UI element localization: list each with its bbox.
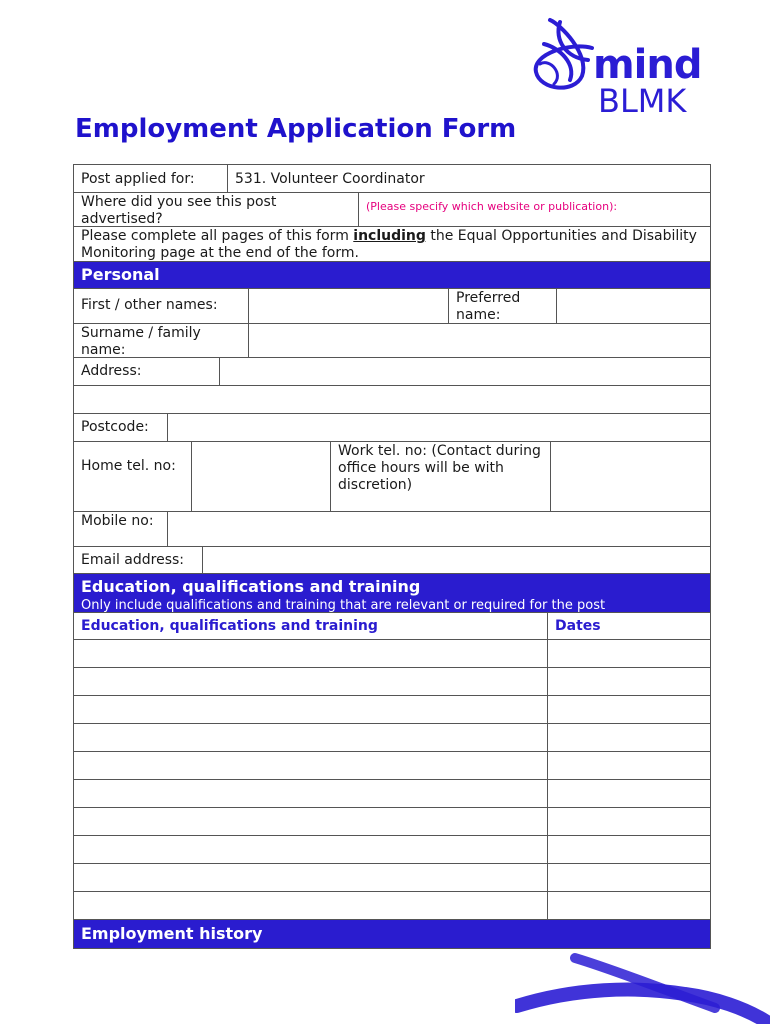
- section-education-subheading: Only include qualifications and training that are relevant or required for the post: [81, 598, 606, 613]
- postcode-row: [73, 414, 711, 442]
- phone-row: [73, 442, 711, 512]
- education-entry-field[interactable]: [74, 892, 548, 919]
- education-row: [73, 808, 711, 836]
- education-dates-field[interactable]: [548, 780, 710, 807]
- application-form: [73, 164, 711, 949]
- education-dates-field[interactable]: [548, 640, 710, 667]
- education-dates-field[interactable]: [548, 864, 710, 891]
- instructions-post: the Equal Opportunities and Disability Monitoring page at the end of the form.: [81, 228, 697, 261]
- education-row: [73, 892, 711, 920]
- education-dates-field[interactable]: [548, 724, 710, 751]
- first-names-label: First / other names:: [74, 289, 249, 323]
- section-employment: [73, 920, 711, 949]
- home-tel-label: Home tel. no:: [74, 442, 192, 511]
- education-entry-field[interactable]: [74, 780, 548, 807]
- home-tel-field[interactable]: [192, 442, 331, 511]
- education-entry-field[interactable]: [74, 836, 548, 863]
- logo-text-blmk: BLMK: [598, 82, 687, 120]
- advert-row: [73, 193, 711, 227]
- surname-field[interactable]: [249, 324, 710, 357]
- mobile-row: [73, 512, 711, 547]
- mobile-label: Mobile no:: [74, 512, 168, 546]
- education-dates-field[interactable]: [548, 808, 710, 835]
- brush-swirl-decoration: [515, 950, 770, 1024]
- section-personal-heading: Personal: [81, 265, 160, 284]
- section-employment-heading: Employment history: [81, 924, 263, 943]
- education-dates-field[interactable]: [548, 892, 710, 919]
- education-entry-field[interactable]: [74, 808, 548, 835]
- section-personal: [73, 262, 711, 289]
- education-row: [73, 668, 711, 696]
- education-col-header: Education, qualifications and training: [74, 613, 548, 639]
- education-rows: [73, 640, 711, 920]
- education-header-row: [73, 613, 711, 640]
- address-row-2: [73, 386, 711, 414]
- education-row: [73, 752, 711, 780]
- education-entry-field[interactable]: [74, 752, 548, 779]
- address-label: Address:: [74, 358, 220, 385]
- postcode-label: Postcode:: [74, 414, 168, 441]
- education-entry-field[interactable]: [74, 640, 548, 667]
- education-entry-field[interactable]: [74, 864, 548, 891]
- surname-label: Surname / family name:: [74, 324, 249, 357]
- preferred-name-field[interactable]: [557, 289, 710, 323]
- page-title: Employment Application Form: [75, 114, 517, 144]
- address-field[interactable]: [220, 358, 710, 385]
- logo-text-mind: mind: [593, 42, 702, 88]
- preferred-name-label: Preferred name:: [449, 289, 557, 323]
- section-education: [73, 574, 711, 613]
- post-row: [73, 164, 711, 193]
- section-education-heading: Education, qualifications and training: [81, 577, 421, 596]
- education-row: [73, 640, 711, 668]
- advert-field[interactable]: (Please specify which website or publication):: [366, 200, 618, 213]
- dates-col-header: Dates: [555, 618, 601, 634]
- email-label: Email address:: [74, 547, 203, 573]
- education-entry-field[interactable]: [74, 668, 548, 695]
- education-row: [73, 836, 711, 864]
- education-row: [73, 864, 711, 892]
- surname-row: [73, 324, 711, 358]
- advert-label: Where did you see this post advertised?: [74, 193, 359, 226]
- education-dates-field[interactable]: [548, 668, 710, 695]
- first-names-field[interactable]: [249, 289, 449, 323]
- instructions-row: [73, 227, 711, 262]
- mobile-field[interactable]: [168, 512, 710, 546]
- instructions-text: [74, 227, 710, 261]
- email-row: [73, 547, 711, 574]
- education-entry-field[interactable]: [74, 724, 548, 751]
- email-field[interactable]: [203, 547, 710, 573]
- education-dates-field[interactable]: [548, 696, 710, 723]
- education-dates-field[interactable]: [548, 836, 710, 863]
- education-row: [73, 780, 711, 808]
- post-value[interactable]: 531. Volunteer Coordinator: [235, 171, 425, 187]
- education-dates-field[interactable]: [548, 752, 710, 779]
- education-entry-field[interactable]: [74, 696, 548, 723]
- address-row: [73, 358, 711, 386]
- work-tel-label: Work tel. no: (Contact during office hours will be with discretion): [331, 442, 551, 511]
- post-label: Post applied for:: [74, 165, 228, 192]
- education-row: [73, 724, 711, 752]
- instructions-pre: Please complete all pages of this form: [81, 228, 354, 244]
- postcode-field[interactable]: [168, 414, 710, 441]
- work-tel-field[interactable]: [551, 442, 710, 511]
- education-row: [73, 696, 711, 724]
- address-field-2[interactable]: [74, 386, 710, 413]
- instructions-emphasis: including: [353, 228, 426, 244]
- names-row: [73, 289, 711, 324]
